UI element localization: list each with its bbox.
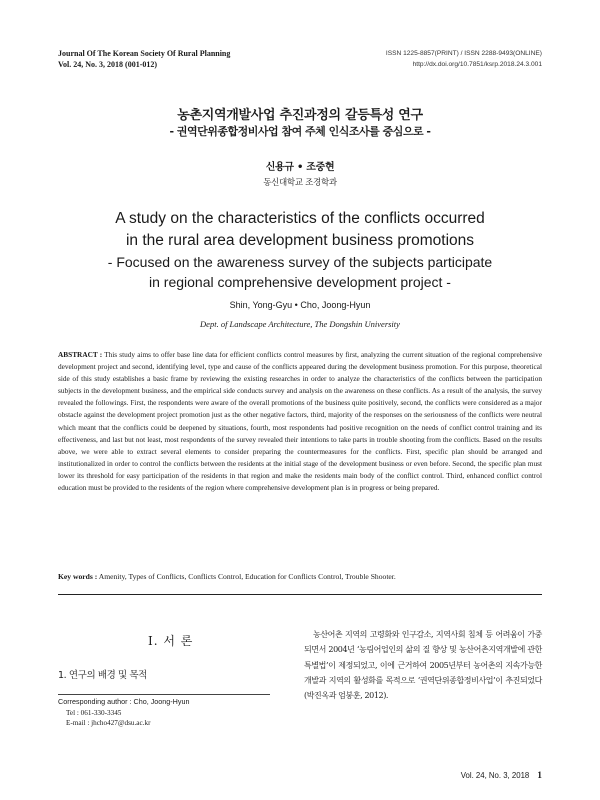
section-divider — [58, 594, 542, 595]
keywords — [58, 572, 542, 581]
korean-authors: 신용규 • 조중현 — [265, 162, 335, 173]
journal-doi-link[interactable]: http://dx.doi.org/10.7851/ksrp.2018.24.3.001 — [412, 61, 542, 68]
journal-issn: ISSN 1225-8857(PRINT) / ISSN 2288-9493(ONLINE) — [385, 50, 542, 57]
english-subtitle-line-1: - Focused on the awareness survey of the subjects participate — [107, 254, 493, 270]
section-heading: I. 서 론 — [148, 634, 194, 648]
corresponding-tel: Tel : 061-330-3345 — [66, 708, 122, 717]
english-authors: Shin, Yong-Gyu • Cho, Joong-Hyun — [229, 300, 371, 310]
english-title-line-2: in the rural area development business promotions — [125, 232, 475, 249]
page-footer — [461, 771, 542, 781]
keywords-text: Amenity, Types of Conflicts, Conflicts Control, Education for Conflicts Control, Trouble Shooter. — [98, 572, 396, 581]
corresponding-email[interactable]: E-mail : jhcho427@dsu.ac.kr — [66, 719, 151, 728]
korean-subtitle: - 권역단위종합정비사업 참여 주체 인식조사를 중심으로 - — [169, 125, 431, 138]
abstract-text: This study aims to offer base line data for efficient conflicts control measures by first, analyzing the current situation of the regional comprehensive development project and second, identifying level, type and cause of the conflicts appeared during the development business promotion. For this purpose, theoretical side of this study establishes a basic frame by reviewing the existing researches in order to analyze the characteristics of the conflicts between the participation subjects in the development business, and the empirical side conducts survey and analysis on the awareness on these conflicts. As a result of the analysis, the survey revealed the followings. First, the respondents were aware of the overall promotions of the business quite positively, second, the conflicts were considered as a major obstacle against the development project promotion just as the other negative factors, third, majority of the responses on the seriousness of the conflicts were neutral which meant that the conflicts could be deepened by situations, fourth, most respondents had positive recognition on the needs of conflict control training and its effectiveness, and last but not least, most respondents of the survey revealed their intentions to take parts in trouble shooting from the conflicts. Based on the results above, we were able to extract several elements to consider preparing the countermeasures for the conflicts. First, specific plan should be arranged and institutionalized in order to control the conflicts between the residents at the initial stage of the development business or even before. Second, the specific plan must lower its threshold for easy participation of the residents in that region and make the residents main body of the conflict control. Third, enhanced conflict control education must be provided to the residents of the region where comprehensive development plan is in progress or being prepared. — [58, 350, 542, 493]
footnote-divider — [58, 694, 270, 695]
korean-affiliation: 동신대학교 조경학과 — [263, 178, 337, 188]
abstract-label: ABSTRACT : — [58, 350, 103, 359]
corresponding-author: Corresponding author : Cho, Joong-Hyun — [58, 697, 190, 706]
english-subtitle-line-2: in regional comprehensive development project - — [149, 274, 451, 290]
subsection-heading: 1. 연구의 배경 및 목적 — [58, 670, 147, 681]
intro-paragraph: 농산어촌 지역의 고령화와 인구감소, 지역사회 침체 등 어려움이 가중되면서 2004년 ‘농림어업인의 삶의 질 향상 및 농산어촌지역개발에 관한 특별법’이 제정되었고, 이에 근거하여 2005년부터 농어촌의 지속가능한 개발과 지역의 활성화를 목적으로 ‘권역단위종합정비사업’이 추진되었다(박진옥과 엄붕훈, 2012). — [304, 630, 542, 701]
journal-header-left — [58, 48, 230, 70]
english-title — [40, 208, 560, 252]
page-number: 1 — [537, 771, 542, 781]
abstract — [58, 349, 542, 494]
english-subtitle — [40, 252, 560, 292]
korean-title: 농촌지역개발사업 추진과정의 갈등특성 연구 — [177, 108, 423, 123]
journal-header-right — [386, 48, 542, 70]
correspondence-footnote — [58, 697, 189, 729]
english-affiliation: Dept. of Landscape Architecture, The Dongshin University — [200, 319, 400, 329]
journal-volume: Vol. 24, No. 3, 2018 (001-012) — [58, 60, 158, 69]
keywords-label: Key words : — [58, 572, 98, 581]
footer-issue: Vol. 24, No. 3, 2018 — [460, 771, 530, 780]
journal-name: Journal Of The Korean Society Of Rural Planning — [58, 49, 231, 58]
english-title-line-1: A study on the characteristics of the conflicts occurred — [115, 210, 485, 227]
